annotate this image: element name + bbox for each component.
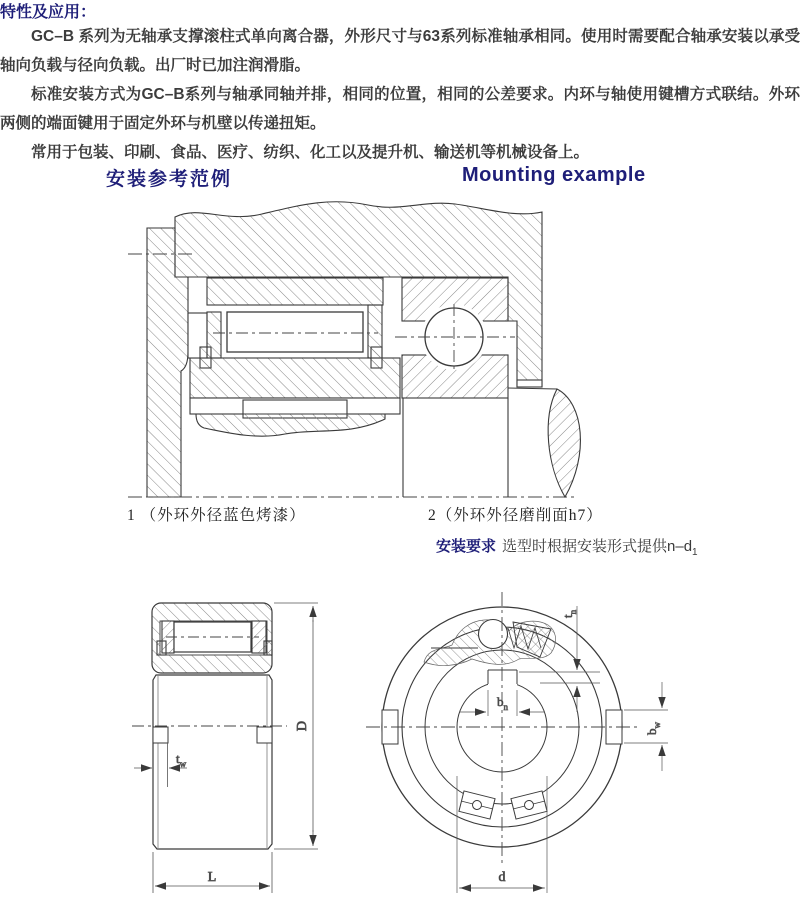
svg-text:bw: $b_w$: [644, 722, 662, 735]
page-title: 特性及应用：: [0, 4, 97, 21]
bearing-section: [395, 278, 515, 398]
caption-item-2: 2（外环外径磨削面h7）: [428, 507, 603, 524]
section-heading-en: Mounting example: [462, 164, 646, 186]
svg-text:tw: $t_w$: [176, 751, 187, 769]
caption-item-1: 1 （外环外径蓝色烤漆）: [127, 507, 306, 524]
section-heading-zh: 安装参考范例: [106, 169, 233, 190]
svg-text:d: d: [498, 870, 506, 885]
svg-text:D: D: [295, 720, 310, 732]
paragraph-1: GC–B 系列为无轴承支撑滚柱式单向离合器，外形尺寸与63系列标准轴承相同。使用时需要配合轴承安装以承受轴向负载与径向负载。出厂时已加注润滑脂。: [0, 28, 800, 74]
paragraph-2: 标准安装方式为GC–B系列与轴承同轴并排，相同的位置，相同的公差要求。内环与轴使用键槽方式联结。外环两侧的端面键用于固定外环与机壁以传递扭矩。: [0, 86, 800, 132]
dimension-L: [153, 852, 272, 893]
svg-text:bn: $b_n$: [497, 694, 508, 712]
mounting-drawing: [120, 195, 600, 530]
clutch-body-outline: [132, 675, 287, 849]
svg-text:L: L: [207, 870, 217, 885]
feature-description: [0, 22, 800, 167]
shaft-section: [403, 388, 580, 497]
dimension-bw: [624, 682, 668, 771]
clutch-top-section: [152, 603, 272, 673]
requirement-label: 安装要求: [436, 538, 497, 555]
requirement-subscript: 1: [692, 547, 698, 558]
paragraph-3: 常用于包装、印刷、食品、医疗、纺织、化工以及提升机、输送机等机械设备上。: [31, 144, 590, 161]
mounting-requirement: [436, 535, 698, 558]
roller: [479, 620, 508, 649]
side-view-drawing: [125, 588, 340, 897]
svg-text:tn: $t_n$: [560, 609, 578, 618]
cutaway-mechanism: [424, 620, 556, 666]
clutch-section: [188, 278, 400, 436]
requirement-text: 选型时根据安装形式提供n–d: [502, 538, 693, 555]
keyway: [488, 670, 517, 691]
front-view-drawing: [350, 588, 680, 897]
